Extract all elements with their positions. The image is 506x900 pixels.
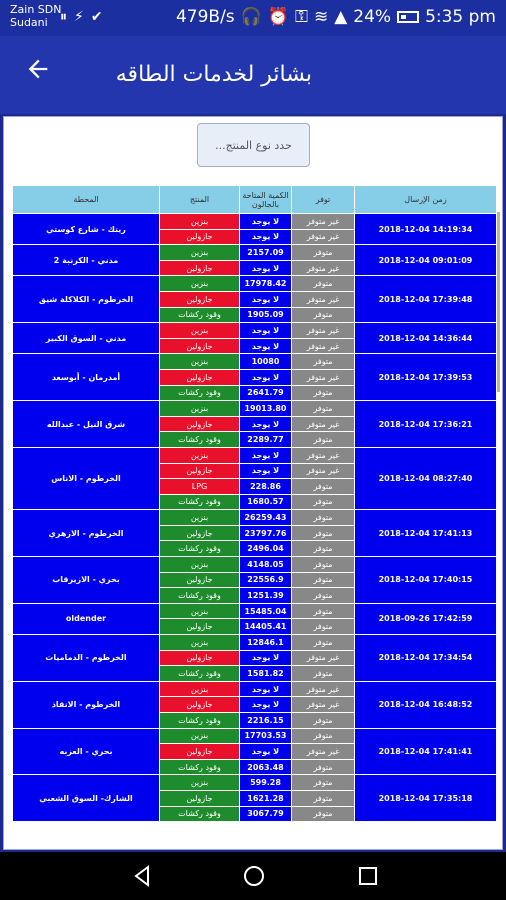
station-name: مدني - الكرنبة 2 xyxy=(13,245,160,276)
wifi-icon: ≋ xyxy=(313,7,329,27)
product-cell: بنزين xyxy=(160,603,240,619)
navigation-bar xyxy=(0,852,506,900)
alarm-icon: ⏰ xyxy=(267,7,289,27)
table-row xyxy=(13,214,497,230)
status-bar xyxy=(0,0,506,36)
station-name: الشارك- السوق الشعبي xyxy=(13,775,160,822)
quantity-cell: 1905.09 xyxy=(240,307,292,323)
table-row xyxy=(13,557,497,573)
availability-cell: متوفر xyxy=(292,619,355,635)
product-cell: جازولين xyxy=(160,572,240,588)
back-arrow-icon[interactable] xyxy=(24,54,52,94)
quantity-cell: 2641.79 xyxy=(240,385,292,401)
product-cell: جازولين xyxy=(160,229,240,245)
product-type-selector[interactable]: حدد نوع المنتج... xyxy=(197,123,310,167)
quantity-cell: لا يوجد xyxy=(240,650,292,666)
shield-icon: ✔ xyxy=(90,9,103,25)
page-title: بشائر لخدمات الطاقه xyxy=(115,62,312,87)
table-row xyxy=(13,681,497,697)
header-product: المنتج xyxy=(160,186,240,214)
status-right xyxy=(176,7,496,27)
quantity-cell: 1680.57 xyxy=(240,494,292,510)
availability-cell: غير متوفر xyxy=(292,369,355,385)
product-cell: بنزين xyxy=(160,681,240,697)
quantity-cell: 1251.39 xyxy=(240,588,292,604)
product-cell: LPG xyxy=(160,479,240,495)
product-cell: وقود ركشات xyxy=(160,432,240,448)
quantity-cell: 14405.41 xyxy=(240,619,292,635)
quantity-cell: 23797.76 xyxy=(240,525,292,541)
fuel-table xyxy=(12,185,497,822)
availability-cell: غير متوفر xyxy=(292,447,355,463)
availability-cell: متوفر xyxy=(292,307,355,323)
product-cell: جازولين xyxy=(160,744,240,760)
quantity-cell: 22556.9 xyxy=(240,572,292,588)
availability-cell: متوفر xyxy=(292,775,355,791)
station-name: الخرطوم - الكلاكلة شيق xyxy=(13,276,160,323)
product-cell: وقود ركشات xyxy=(160,666,240,682)
quantity-cell: 15485.04 xyxy=(240,603,292,619)
quantity-cell: لا يوجد xyxy=(240,447,292,463)
quantity-cell: لا يوجد xyxy=(240,463,292,479)
quantity-cell: 19013.80 xyxy=(240,401,292,417)
quantity-cell: لا يوجد xyxy=(240,229,292,245)
key-icon: ⚿ xyxy=(295,7,308,27)
app-bar xyxy=(0,36,506,114)
product-cell: وقود ركشات xyxy=(160,806,240,822)
station-name: بحري - الازيرقاب xyxy=(13,557,160,604)
availability-cell: متوفر xyxy=(292,276,355,292)
availability-cell: متوفر xyxy=(292,432,355,448)
station-name: الخرطوم - الاناس xyxy=(13,447,160,509)
availability-cell: غير متوفر xyxy=(292,681,355,697)
quantity-cell: 2063.48 xyxy=(240,759,292,775)
header-location: المحطة xyxy=(13,186,160,214)
availability-cell: غير متوفر xyxy=(292,338,355,354)
product-cell: وقود ركشات xyxy=(160,588,240,604)
product-cell: بنزين xyxy=(160,447,240,463)
station-name: مدني - السوق الكبير xyxy=(13,323,160,354)
availability-cell: غير متوفر xyxy=(292,744,355,760)
header-quantity: الكمية المتاحة بالجالون xyxy=(240,186,292,214)
product-cell: وقود ركشات xyxy=(160,759,240,775)
station-name: oldender xyxy=(13,603,160,634)
availability-cell: متوفر xyxy=(292,541,355,557)
quantity-cell: لا يوجد xyxy=(240,697,292,713)
quantity-cell: 26259.43 xyxy=(240,510,292,526)
table-row xyxy=(13,728,497,744)
product-cell: جازولين xyxy=(160,291,240,307)
quantity-cell: 2289.77 xyxy=(240,432,292,448)
product-cell: بنزين xyxy=(160,557,240,573)
send-time: 2018-12-04 08:27:40 xyxy=(355,447,497,509)
content-card xyxy=(3,116,503,850)
product-cell: جازولين xyxy=(160,260,240,276)
quantity-cell: 599.28 xyxy=(240,775,292,791)
notification-icons xyxy=(60,9,103,25)
availability-cell: غير متوفر xyxy=(292,214,355,230)
usb-icon: ⚡ xyxy=(74,9,84,25)
product-cell: بنزين xyxy=(160,245,240,261)
availability-cell: متوفر xyxy=(292,401,355,417)
send-time: 2018-12-04 16:48:52 xyxy=(355,681,497,728)
availability-cell: متوفر xyxy=(292,635,355,651)
station-name: الخرطوم - الازهري xyxy=(13,510,160,557)
table-row xyxy=(13,775,497,791)
availability-cell: متوفر xyxy=(292,494,355,510)
availability-cell: متوفر xyxy=(292,385,355,401)
product-cell: جازولين xyxy=(160,697,240,713)
quantity-cell: لا يوجد xyxy=(240,323,292,339)
station-name: شرق النيل - عبدالله xyxy=(13,401,160,448)
quantity-cell: 17703.53 xyxy=(240,728,292,744)
product-cell: جازولين xyxy=(160,650,240,666)
product-cell: جازولين xyxy=(160,338,240,354)
availability-cell: غير متوفر xyxy=(292,416,355,432)
send-time: 2018-12-04 17:39:53 xyxy=(355,354,497,401)
send-time: 2018-12-04 17:40:15 xyxy=(355,557,497,604)
availability-cell: متوفر xyxy=(292,759,355,775)
table-row xyxy=(13,635,497,651)
quantity-cell: 10080 xyxy=(240,354,292,370)
quantity-cell: 2496.04 xyxy=(240,541,292,557)
availability-cell: متوفر xyxy=(292,790,355,806)
quantity-cell: 228.86 xyxy=(240,479,292,495)
send-time: 2018-12-04 09:01:09 xyxy=(355,245,497,276)
product-cell: بنزين xyxy=(160,276,240,292)
availability-cell: متوفر xyxy=(292,245,355,261)
table-row xyxy=(13,603,497,619)
station-name: ريتك - شارع كوستي xyxy=(13,214,160,245)
product-cell: وقود ركشات xyxy=(160,385,240,401)
availability-cell: غير متوفر xyxy=(292,463,355,479)
product-cell: بنزين xyxy=(160,775,240,791)
headset-icon: 🎧 xyxy=(240,7,262,27)
availability-cell: متوفر xyxy=(292,525,355,541)
product-cell: جازولين xyxy=(160,416,240,432)
send-time: 2018-12-04 14:19:34 xyxy=(355,214,497,245)
nav-recent-icon[interactable] xyxy=(356,864,380,888)
table-row xyxy=(13,323,497,339)
quantity-cell: لا يوجد xyxy=(240,416,292,432)
station-name: الخرطوم - الدماميات xyxy=(13,635,160,682)
availability-cell: متوفر xyxy=(292,728,355,744)
product-cell: وقود ركشات xyxy=(160,494,240,510)
nav-back-icon[interactable] xyxy=(130,864,154,888)
signal-icon: ▲ xyxy=(334,7,348,27)
availability-cell: غير متوفر xyxy=(292,291,355,307)
quantity-cell: لا يوجد xyxy=(240,744,292,760)
carrier-label xyxy=(10,3,61,29)
table-row xyxy=(13,354,497,370)
product-cell: وقود ركشات xyxy=(160,541,240,557)
availability-cell: غير متوفر xyxy=(292,697,355,713)
product-cell: وقود ركشات xyxy=(160,713,240,729)
product-cell: وقود ركشات xyxy=(160,307,240,323)
table-body xyxy=(13,214,497,822)
product-cell: جازولين xyxy=(160,790,240,806)
nav-home-icon[interactable] xyxy=(242,864,266,888)
quantity-cell: لا يوجد xyxy=(240,291,292,307)
quantity-cell: 12846.1 xyxy=(240,635,292,651)
availability-cell: متوفر xyxy=(292,603,355,619)
product-cell: بنزين xyxy=(160,635,240,651)
quantity-cell: لا يوجد xyxy=(240,681,292,697)
quantity-cell: 4148.05 xyxy=(240,557,292,573)
carrier-line2: Sudani xyxy=(10,16,48,29)
product-cell: جازولين xyxy=(160,463,240,479)
send-time: 2018-12-04 17:39:48 xyxy=(355,276,497,323)
station-name: أمدرمان - أبوسعد xyxy=(13,354,160,401)
send-time: 2018-12-04 17:34:54 xyxy=(355,635,497,682)
quantity-cell: لا يوجد xyxy=(240,260,292,276)
header-time: زمن الإرسال xyxy=(355,186,497,214)
table-row xyxy=(13,510,497,526)
product-cell: بنزين xyxy=(160,401,240,417)
quantity-cell: لا يوجد xyxy=(240,369,292,385)
table-row xyxy=(13,401,497,417)
quantity-cell: 2216.15 xyxy=(240,713,292,729)
quantity-cell: 1581.82 xyxy=(240,666,292,682)
quantity-cell: لا يوجد xyxy=(240,214,292,230)
availability-cell: متوفر xyxy=(292,713,355,729)
station-name: الخرطوم - الانقاذ xyxy=(13,681,160,728)
send-time: 2018-09-26 17:42:59 xyxy=(355,603,497,634)
battery-icon xyxy=(397,11,419,23)
availability-cell: متوفر xyxy=(292,557,355,573)
carrier-line1: Zain SDN xyxy=(10,3,62,16)
pause-icon: ⏸ xyxy=(60,9,67,25)
product-cell: بنزين xyxy=(160,323,240,339)
send-time: 2018-12-04 17:41:13 xyxy=(355,510,497,557)
quantity-cell: 2157.09 xyxy=(240,245,292,261)
send-time: 2018-12-04 14:36:44 xyxy=(355,323,497,354)
table-row xyxy=(13,245,497,261)
availability-cell: متوفر xyxy=(292,510,355,526)
product-cell: جازولين xyxy=(160,619,240,635)
quantity-cell: 3067.79 xyxy=(240,806,292,822)
station-name: بحري - العزبه xyxy=(13,728,160,775)
availability-cell: متوفر xyxy=(292,666,355,682)
header-status: توفر xyxy=(292,186,355,214)
availability-cell: متوفر xyxy=(292,572,355,588)
speed-label: 479B/s xyxy=(175,7,235,27)
product-cell: بنزين xyxy=(160,510,240,526)
product-cell: جازولين xyxy=(160,525,240,541)
product-cell: بنزين xyxy=(160,214,240,230)
battery-percent: 24% xyxy=(353,7,392,27)
send-time: 2018-12-04 17:35:18 xyxy=(355,775,497,822)
product-cell: جازولين xyxy=(160,369,240,385)
availability-cell: متوفر xyxy=(292,479,355,495)
send-time: 2018-12-04 17:41:41 xyxy=(355,728,497,775)
table-row xyxy=(13,447,497,463)
quantity-cell: 1621.28 xyxy=(240,790,292,806)
product-cell: بنزين xyxy=(160,354,240,370)
availability-cell: غير متوفر xyxy=(292,323,355,339)
availability-cell: متوفر xyxy=(292,588,355,604)
table-row xyxy=(13,276,497,292)
availability-cell: غير متوفر xyxy=(292,260,355,276)
quantity-cell: 17978.42 xyxy=(240,276,292,292)
clock: 5:35 pm xyxy=(425,7,496,27)
product-cell: بنزين xyxy=(160,728,240,744)
availability-cell: غير متوفر xyxy=(292,229,355,245)
availability-cell: متوفر xyxy=(292,806,355,822)
availability-cell: غير متوفر xyxy=(292,650,355,666)
availability-cell: متوفر xyxy=(292,354,355,370)
quantity-cell: لا يوجد xyxy=(240,338,292,354)
send-time: 2018-12-04 17:36:21 xyxy=(355,401,497,448)
